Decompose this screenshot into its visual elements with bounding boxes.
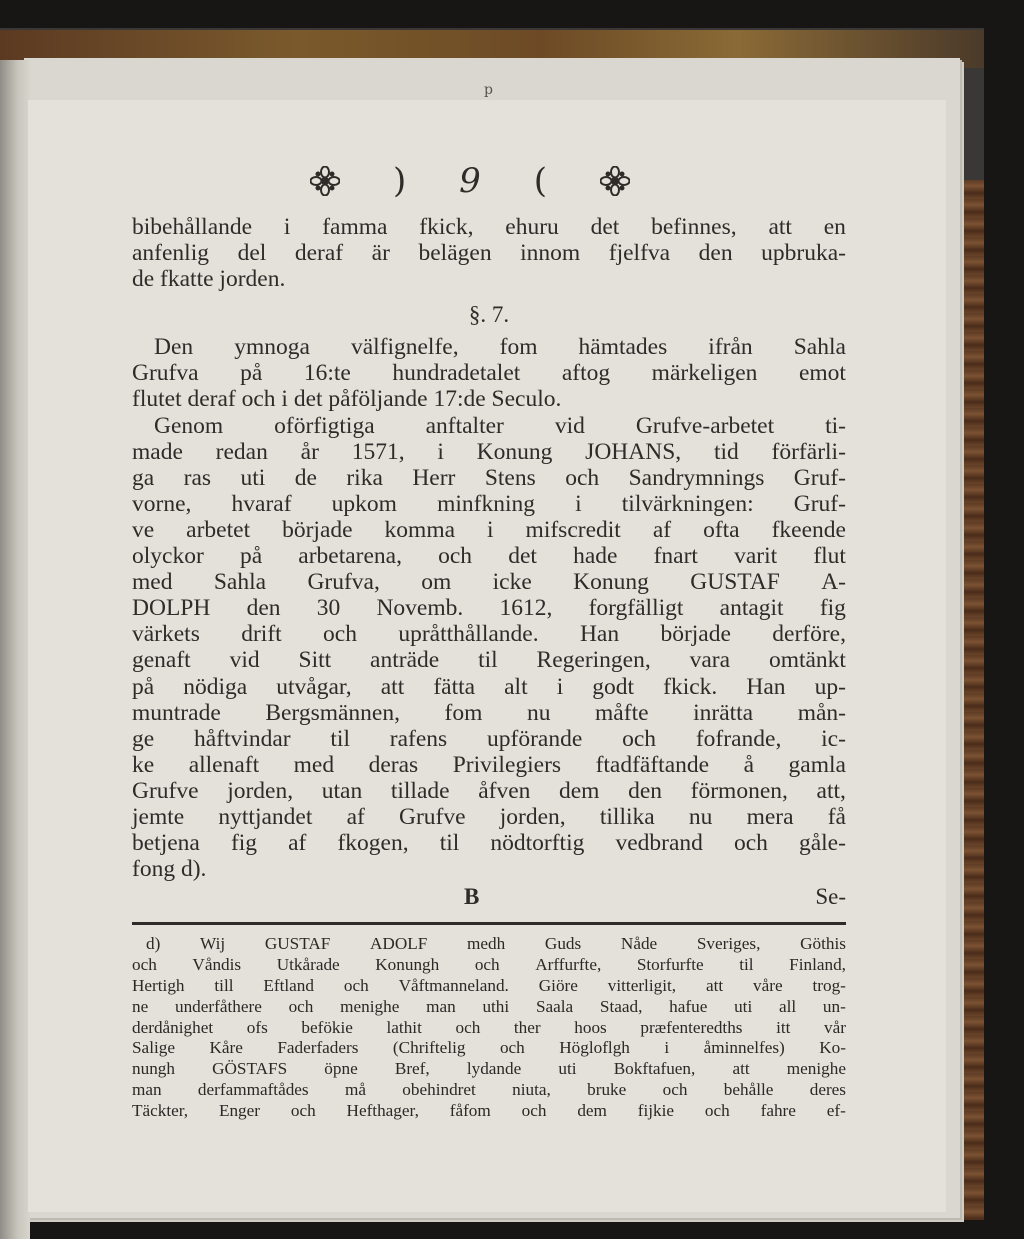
text-line: olyckor på arbetarena, och det hade fnart varit flut — [132, 543, 846, 570]
text-line: Grufve jorden, utan tillade åfven dem den förmonen, att, — [132, 777, 846, 804]
text-line: värkets drift och upråtthållande. Han började derföre, — [132, 621, 846, 648]
page-number: 9 — [459, 161, 481, 201]
text-line: ke allenaft med deras Privilegiers ftadfäftande å gamla — [132, 751, 846, 778]
text-line: de fkatte jorden. — [132, 266, 286, 293]
book-page — [28, 82, 946, 1212]
text-line: muntrade Bergsmännen, fom nu måfte inrätta mån- — [132, 699, 846, 726]
footnote — [132, 934, 846, 1122]
flower-ornament-icon — [600, 166, 630, 196]
footnote-line: nungh GÖSTAFS öpne Bref, lydande uti Bokftafuen, att menighe — [132, 1059, 846, 1079]
footnote-line: Täckter, Enger och Hefthager, fåfom och dem fijkie och fahre ef- — [132, 1101, 846, 1121]
text-line: med Sahla Grufva, om icke Konung GUSTAF A- — [132, 569, 846, 596]
text-line: genaft vid Sitt anträde til Regeringen, vara omtänkt — [132, 647, 846, 674]
text-line: ve arbetet började komma i mifscredit af ofta fkeende — [132, 516, 846, 543]
text-line: Den ymnoga välfignelfe, fom hämtades ifrån Sahla — [154, 334, 846, 361]
text-line: DOLPH den 30 Novemb. 1612, forgfälligt antagit fig — [132, 595, 846, 622]
text-line: made redan år 1571, i Konung JOHANS, tid förfärli- — [132, 438, 846, 465]
footnote-rule — [132, 922, 846, 925]
footnote-line: Hertigh till Eftland och Våftmanneland. Giöre vitterligit, att våre trog- — [132, 975, 846, 995]
page-edge-left — [0, 60, 30, 1239]
footnote-line: Salige Kåre Faderfaders (Chriftelig och Högloflgh i åminnelfes) Ko- — [132, 1038, 846, 1058]
text-line: ga ras uti de rika Herr Stens och Sandrymnings Gruf- — [132, 464, 846, 491]
text-line: betjena fig af fkogen, til nödtorftig vedbrand och gåle- — [132, 830, 846, 857]
footnote-line: derdånighet ofs befökie lathit och ther hoos præfenteredths itt vår — [132, 1017, 846, 1037]
text-line: på nödiga utvågar, att fätta alt i godt fkick. Han up- — [132, 673, 846, 700]
section-heading: §. 7. — [468, 302, 510, 328]
footnote-line: man derfammaftådes må obehindret niuta, bruke och behålle deres — [132, 1080, 846, 1100]
header-open-bracket: ) — [392, 161, 407, 201]
text-line: ge håftvindar til rafens upförande och fofrande, ic- — [132, 725, 846, 752]
text-line: fong d). — [132, 856, 207, 883]
text-line: anfenlig del deraf är belägen innom fjelfva den upbruka- — [132, 240, 846, 267]
text-line: flutet deraf och i det påföljande 17:de Seculo. — [132, 386, 562, 413]
text-line: bibehållande i famma fkick, ehuru det befinnes, att en — [132, 214, 846, 240]
header-close-bracket: ( — [533, 161, 548, 201]
body-text — [132, 214, 846, 882]
flower-ornament-icon — [310, 166, 340, 196]
page-header — [310, 156, 630, 206]
catchword: Se- — [815, 884, 846, 909]
signature-mark: B — [464, 884, 480, 909]
stray-mark: p — [484, 82, 493, 98]
footnote-line: ne underfåthere och menighe man uthi Saala Staad, hafue uti all un- — [132, 996, 846, 1016]
footnote-line: d) Wij GUSTAF ADOLF medh Guds Nåde Sveriges, Göthis — [146, 934, 846, 953]
text-line: vorne, hvaraf upkom minfkning i tilvärkningen: Gruf- — [132, 490, 846, 517]
text-line: Grufva på 16:te hundradetalet aftog märkeligen emot — [132, 360, 846, 387]
text-line: jemte nyttjandet af Grufve jorden, tillika nu mera få — [132, 803, 846, 830]
text-line: Genom oförfigtiga anftalter vid Grufve-arbetet ti- — [154, 412, 846, 439]
footnote-line: och Våndis Utkårade Konungh och Arffurfte, Storfurfte til Finland, — [132, 954, 846, 974]
